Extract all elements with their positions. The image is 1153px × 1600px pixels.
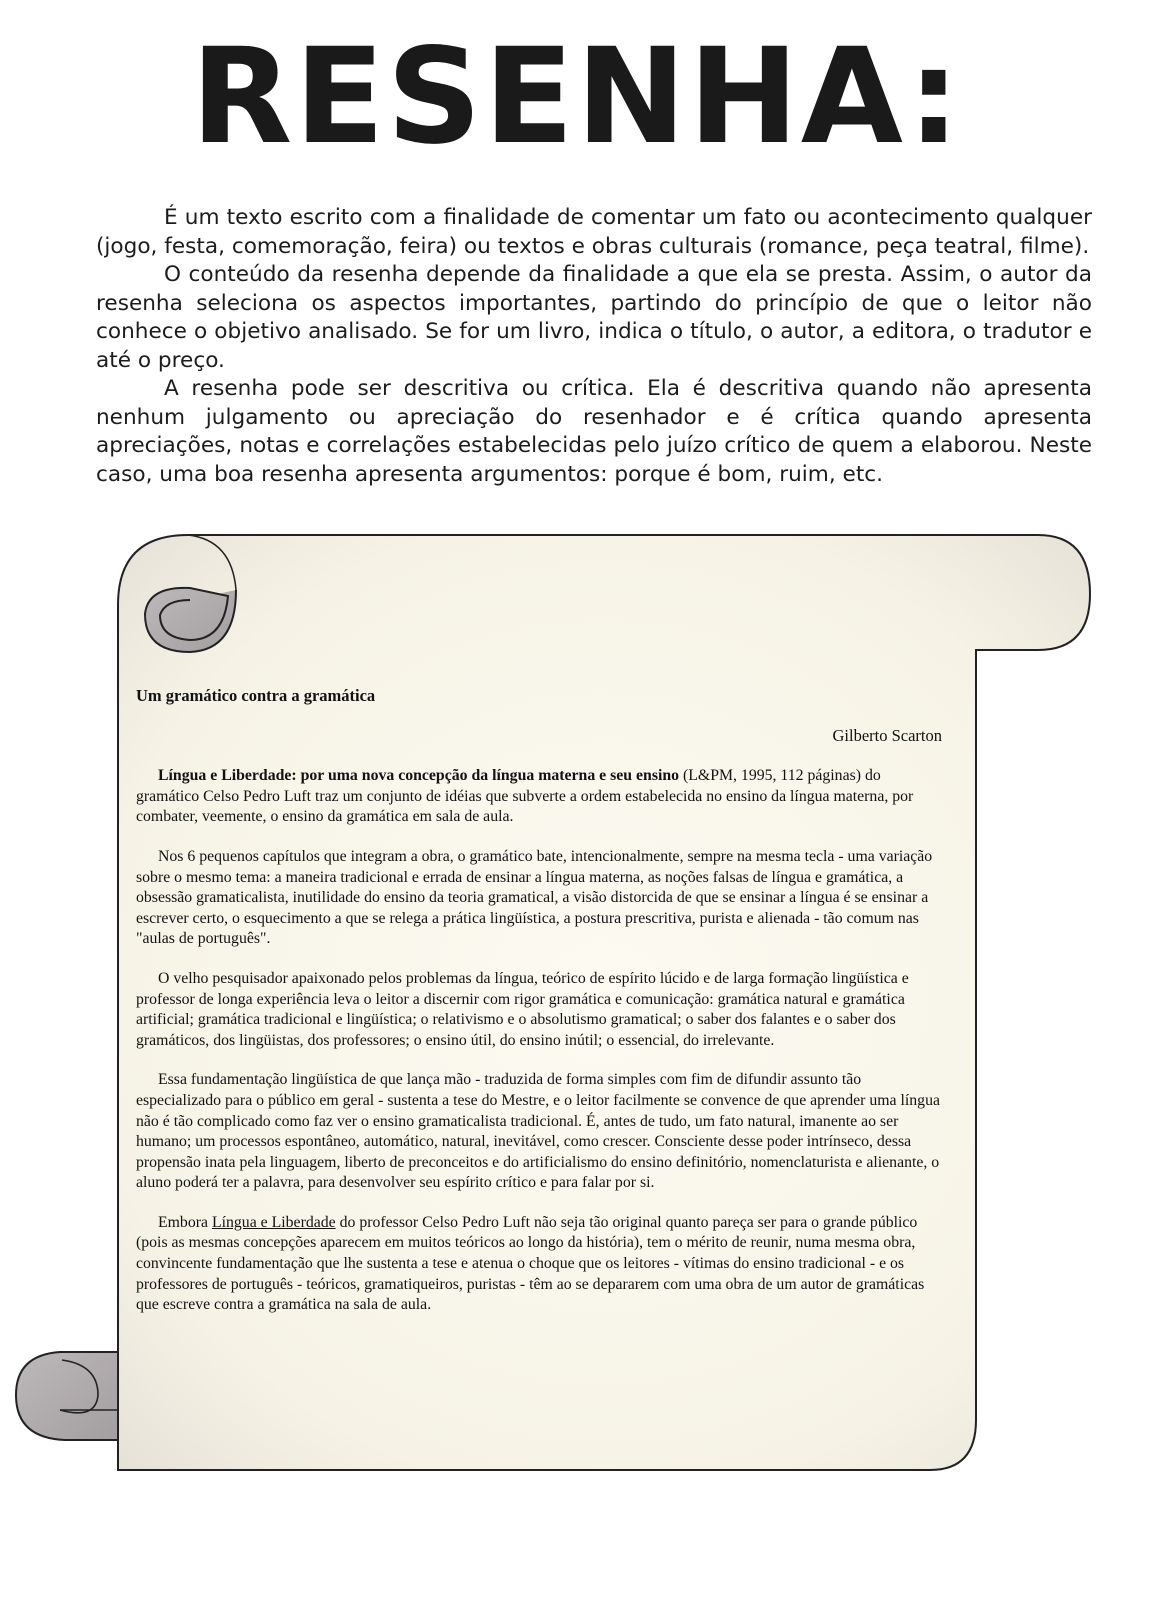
article-title: Um gramático contra a gramática: [136, 686, 376, 705]
article: [136, 686, 942, 1316]
article-paragraph-5-rest: do professor Celso Pedro Luft não seja tão original quanto pareça ser para o grande público (pois as mesmas concepções aparecem em muitos teóricos ao longo da história), tem o mérito de reunir, numa mesma obra, convincente fundamentação que lhe sustenta a tese e atenua o choque que os leitores - vítimas do ensino tradicional - e os professores de português - teóricos, gramatiqueiros, puristas - têm ao se depararem com uma obra de um autor de gramáticas que escreve contra a gramática na sala de aula.: [136, 1213, 925, 1314]
article-paragraph-1: [136, 766, 942, 828]
intro-paragraph-1: É um texto escrito com a finalidade de comentar um fato ou acontecimento qualquer (jogo, festa, comemoração, feira) ou textos e obras culturais (romance, peça teatral, filme).: [96, 205, 1092, 259]
bottom-left-curl: [16, 1352, 118, 1440]
article-paragraph-1-rest: (L&PM, 1995, 112 páginas) do gramático Celso Pedro Luft traz um conjunto de idéias que subverte a ordem estabelecida no ensino da língua materna, por combater, veemente, o ensino da gramática em sala de aula.: [136, 767, 914, 826]
article-paragraph-2: Nos 6 pequenos capítulos que integram a obra, o gramático bate, intencionalmente, sempre na mesma tecla - uma variação sobre o mesmo tema: a maneira tradicional e errada de ensinar a língua materna, as noções falsas de língua e gramática, a obsessão gramaticalista, inutilidade do ensino da teoria gramatical, a visão distorcida de que se ensinar a língua é se ensinar a escrever certo, o esquecimento a que se relega a prática lingüística, a postura prescritiva, purista e alienada - tão comum nas "aulas de português".: [136, 847, 933, 948]
intro-paragraph-3: A resenha pode ser descritiva ou crítica. Ela é descritiva quando não apresenta nenhum julgamento ou apreciação do resenhador e é crítica quando apresenta apreciações, notas e correlações estabelecidas pelo juízo crítico de quem a elaborou. Neste caso, uma boa resenha apresenta argumentos: porque é bom, ruim, etc.: [96, 376, 1092, 487]
article-paragraph-5: [136, 1213, 942, 1316]
article-paragraph-4: Essa fundamentação lingüística de que lança mão - traduzida de forma simples com fim de difundir assunto tão especializado para o público em geral - sustenta a tese do Mestre, e o leitor facilmente se convence de que aprender uma língua não é tão complicado como faz ver o ensino gramaticalista tradicional. É, antes de tudo, um fato natural, imanente ao ser humano; um processos espontâneo, automático, natural, inevitável, como crescer. Consciente desse poder intrínseco, dessa propensão inata pela linguagem, liberto de preconceitos e do artificialismo do ensino definitório, nomenclaturista e alienante, o aluno poderá ter a palavra, para desenvolver seu espírito crítico e para falar por si.: [136, 1071, 940, 1192]
article-paragraph-3: O velho pesquisador apaixonado pelos problemas da língua, teórico de espírito lúcido e de larga formação lingüística e professor de longa experiência leva o leitor a discernir com rigor gramática e comunicação: gramática natural e gramática artificial; gramática tradicional e lingüística; o relativismo e o absolutismo gramatical; o saber dos falantes e o saber dos gramáticos, dos lingüistas, dos professores; o ensino útil, do ensino inútil; o essencial, do irrelevante.: [136, 969, 909, 1049]
article-paragraph-5-start: Embora: [158, 1213, 212, 1231]
intro-paragraph-2: O conteúdo da resenha depende da finalidade a que ela se presta. Assim, o autor da resenha seleciona os aspectos importantes, partindo do princípio de que o leitor não conhece o objetivo analisado. Se for um livro, indica o título, o autor, a editora, o tradutor e até o preço.: [96, 262, 1092, 373]
book-title-underlined: Língua e Liberdade: [211, 1213, 336, 1231]
page-title: RESENHA:: [190, 20, 963, 174]
book-title: Língua e Liberdade: por uma nova concepção da língua materna e seu ensino: [158, 767, 680, 785]
article-author: Gilberto Scarton: [832, 725, 942, 745]
